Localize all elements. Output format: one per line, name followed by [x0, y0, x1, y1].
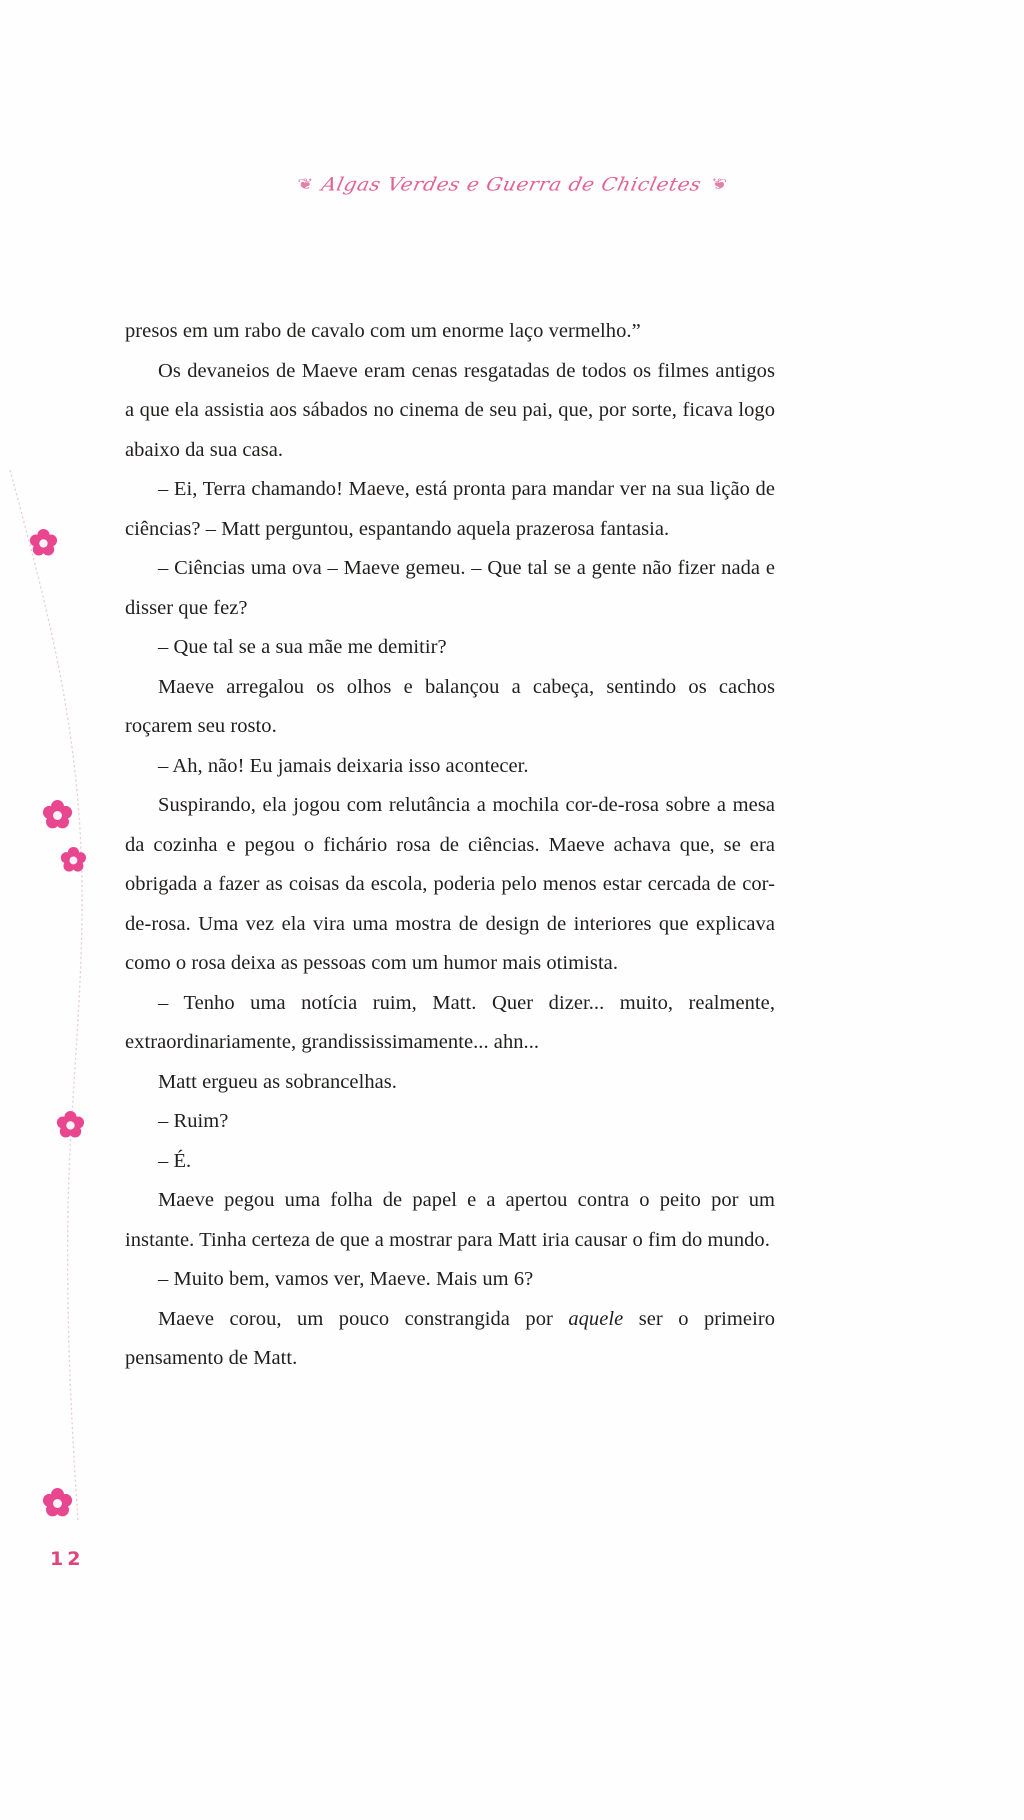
flower-petal	[43, 813, 61, 831]
flower-petal	[43, 1501, 61, 1519]
flower-petal	[53, 1501, 71, 1519]
flower-ornament-5-icon	[42, 1488, 72, 1518]
flower-petal	[37, 529, 49, 541]
paragraph: – Ah, não! Eu jamais deixaria isso acontecer.	[158, 754, 529, 777]
flower-petal	[67, 847, 78, 858]
flower-center	[53, 1499, 62, 1508]
paragraph: – É.	[158, 1149, 192, 1172]
flower-center	[66, 1121, 74, 1129]
page-number: 12	[50, 1548, 85, 1570]
flower-petal	[70, 1115, 85, 1130]
flower-ornament-2-icon	[42, 800, 72, 830]
flower-petal	[57, 1492, 73, 1508]
flower-ornament-4-icon	[56, 1111, 84, 1139]
flower-petal	[28, 533, 43, 548]
paragraph: – Tenho uma notícia ruim, Matt. Quer dizer... muito, realmente, extraordinariamente, grandississimamente... ahn...	[125, 991, 775, 1053]
ornament-flourish-left-icon: ❦	[297, 175, 313, 193]
flower-ornament-3-icon	[60, 847, 86, 873]
flower-petal	[39, 541, 56, 558]
running-head	[0, 172, 1024, 196]
flower-petal	[30, 541, 47, 558]
flower-petal	[53, 813, 71, 831]
paragraph: Maeve pegou uma folha de papel e a apertou contra o peito por um instante. Tinha certeza de que a mostrar para Matt iria causar o fim do mundo.	[125, 1189, 775, 1251]
flower-petal	[59, 851, 73, 865]
flower-petal	[51, 1488, 64, 1501]
body-text-column	[125, 312, 775, 1379]
flower-petal	[51, 800, 64, 813]
flower-petal	[61, 858, 77, 874]
flower-petal	[43, 533, 58, 548]
flower-center	[39, 539, 47, 547]
flower-petal	[57, 1123, 74, 1140]
paragraph: – Ciências uma ova – Maeve gemeu. – Que tal se a gente não fizer nada e disser que fez?	[125, 557, 775, 619]
flower-petal	[69, 858, 85, 874]
paragraph: – Que tal se a sua mãe me demitir?	[158, 636, 447, 658]
paragraph: Maeve arregalou os olhos e balançou a cabeça, sentindo os cachos roçarem seu rosto.	[125, 675, 775, 737]
paragraph: – Ei, Terra chamando! Maeve, está pronta para mandar ver na sua lição de ciências? – Matt perguntou, espantando aquela prazerosa fantasia.	[125, 478, 775, 540]
paragraph: – Muito bem, vamos ver, Maeve. Mais um 6?	[158, 1268, 534, 1290]
paragraph: Matt ergueu as sobrancelhas.	[158, 1070, 397, 1093]
flower-ornament-1-icon	[29, 529, 57, 557]
running-head-title: Algas Verdes e Guerra de Chicletes	[319, 172, 704, 196]
paragraph: presos em um rabo de cavalo com um enorme laço vermelho.”	[125, 320, 641, 342]
paragraph: – Ruim?	[158, 1110, 229, 1132]
flower-petal	[57, 804, 73, 820]
flower-petal	[64, 1111, 76, 1123]
flower-petal	[66, 1123, 83, 1140]
ornament-flourish-right-icon: ❦	[711, 175, 727, 193]
paragraph: Os devaneios de Maeve eram cenas resgatadas de todos os filmes antigos a que ela assistia aos sábados no cinema de seu pai, que, por sorte, ficava logo abaixo da sua casa.	[125, 359, 775, 461]
flower-petal	[73, 851, 87, 865]
flower-petal	[41, 1492, 57, 1508]
flower-center	[69, 856, 77, 864]
flower-petal	[55, 1115, 70, 1130]
paragraph: Suspirando, ela jogou com relutância a mochila cor-de-rosa sobre a mesa da cozinha e pegou o fichário rosa de ciências. Maeve achava que, se era obrigada a fazer as coisas da escola, poderia pelo menos estar cercada de cor-de-rosa. Uma vez ela vira uma mostra de design de interiores que explicava como o rosa deixa as pessoas com um humor mais otimista.	[125, 794, 775, 974]
flower-center	[53, 811, 62, 820]
flower-petal	[41, 804, 57, 820]
paragraph: Maeve corou, um pouco constrangida por aquele ser o primeiro pensamento de Matt.	[125, 1307, 775, 1369]
